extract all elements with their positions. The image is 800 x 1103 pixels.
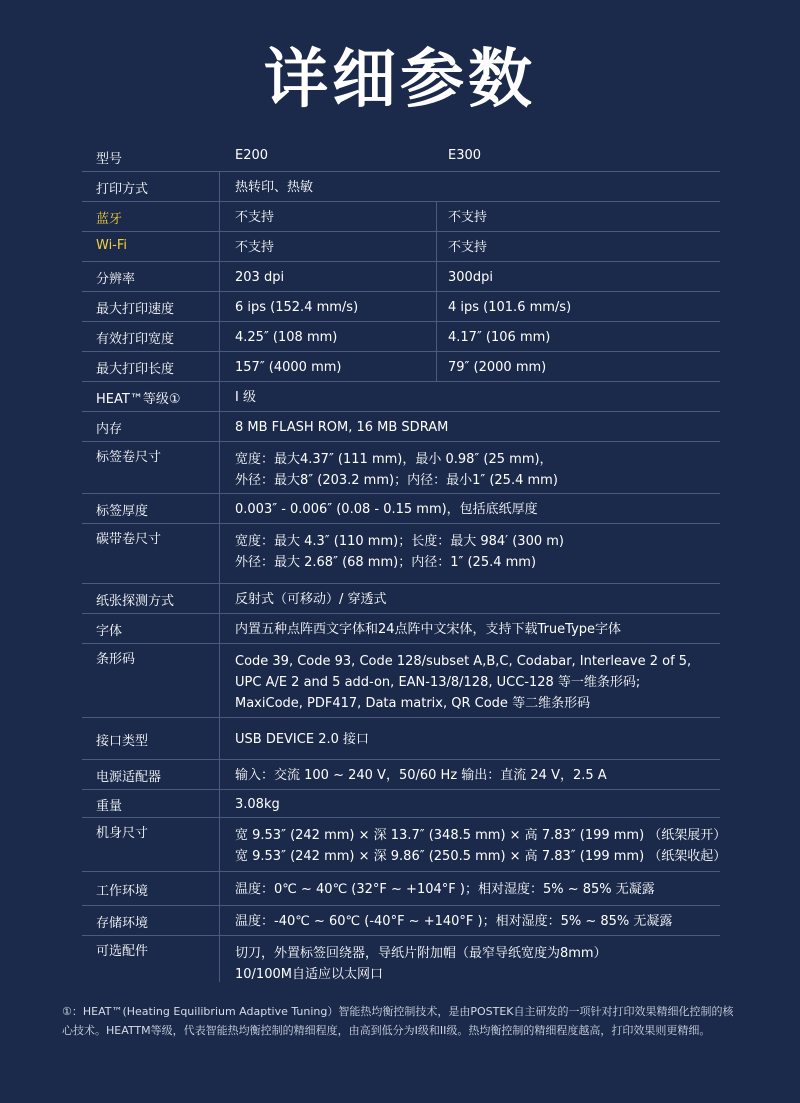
- spec-value: 热转印、热敏: [235, 180, 314, 195]
- spec-value-line: MaxiCode, PDF417, Data matrix, QR Code 等二维条形码: [235, 696, 591, 711]
- table-row: [82, 817, 727, 872]
- spec-value-line: 外径：最大8″ (203.2 mm)；内径：最小1″ (25.4 mm): [235, 473, 558, 488]
- spec-value-multiline: [235, 531, 564, 573]
- table-row: [82, 523, 720, 584]
- table-row: [82, 321, 720, 352]
- model-divider: [436, 322, 437, 352]
- column-divider: [219, 442, 220, 494]
- header-model-e300: E300: [448, 148, 482, 163]
- row-label: 纸张探测方式: [96, 594, 175, 609]
- spec-value-multiline: [235, 651, 691, 714]
- table-row: [82, 441, 720, 494]
- row-label: 字体: [96, 624, 123, 639]
- e200-value: 不支持: [235, 210, 275, 225]
- table-row: [82, 613, 720, 644]
- table-row: [82, 381, 720, 412]
- row-label: 分辨率: [96, 272, 136, 287]
- e200-value: 6 ips (152.4 mm/s): [235, 300, 359, 315]
- column-divider: [219, 760, 220, 790]
- spec-value-line: 宽 9.53″ (242 mm) × 深 9.86″ (250.5 mm) × 高 7.83″ (199 mm) （纸架收起）: [235, 849, 727, 864]
- spec-value-line: 宽度：最大4.37″ (111 mm)，最小 0.98″ (25 mm)，: [235, 452, 553, 467]
- table-row: [82, 789, 720, 818]
- spec-value: 内置五种点阵西文字体和24点阵中文宋体，支持下载TrueType字体: [235, 622, 622, 637]
- spec-value: 0.003″ - 0.006″ (0.08 - 0.15 mm)，包括底纸厚度: [235, 502, 538, 517]
- column-divider: [219, 906, 220, 936]
- table-row: [82, 201, 720, 232]
- spec-value: 温度：-40℃ ~ 60℃ (-40°F ~ +140°F )；相对湿度：5% ~ 85% 无凝露: [235, 914, 673, 929]
- model-divider: [436, 232, 437, 262]
- column-divider: [219, 412, 220, 442]
- row-label: 最大打印速度: [96, 302, 175, 317]
- row-label: 重量: [96, 799, 123, 814]
- spec-value-multiline: [235, 449, 558, 491]
- table-row: [82, 411, 720, 442]
- column-divider: [219, 262, 220, 292]
- spec-value-multiline: [235, 943, 607, 985]
- table-row: [82, 905, 720, 936]
- row-label: 打印方式: [96, 182, 149, 197]
- column-divider: [219, 818, 220, 872]
- row-label: 机身尺寸: [96, 826, 149, 841]
- spec-value-multiline: [235, 825, 726, 867]
- row-label: 可选配件: [96, 944, 149, 959]
- table-row: [82, 871, 720, 906]
- spec-value-line: 宽度：最大 4.3″ (110 mm)；长度：最大 984′ (300 m): [235, 534, 564, 549]
- e300-value: 不支持: [448, 210, 488, 225]
- column-divider: [219, 872, 220, 906]
- e300-value: 79″ (2000 mm): [448, 360, 547, 375]
- table-row: [82, 583, 720, 614]
- e300-value: 4.17″ (106 mm): [448, 330, 551, 345]
- column-divider: [219, 644, 220, 718]
- column-divider: [219, 352, 220, 382]
- column-divider: [219, 382, 220, 412]
- table-row: [82, 493, 720, 524]
- e200-value: 203 dpi: [235, 270, 285, 285]
- row-label: HEAT™等级①: [96, 392, 181, 407]
- e300-value: 4 ips (101.6 mm/s): [448, 300, 572, 315]
- row-label: 存储环境: [96, 916, 149, 931]
- table-row: [82, 231, 720, 262]
- header-label: 型号: [96, 152, 123, 167]
- row-label: 有效打印宽度: [96, 332, 175, 347]
- row-label: 内存: [96, 422, 123, 437]
- spec-value-line: 10/100M自适应以太网口: [235, 967, 383, 982]
- spec-value: 3.08kg: [235, 797, 280, 812]
- table-row: [82, 759, 720, 790]
- table-row: [82, 717, 720, 760]
- column-divider: [219, 172, 220, 202]
- spec-value-line: 切刀，外置标签回绕器，导纸片附加帽（最窄导纸宽度为8mm）: [235, 946, 607, 961]
- row-label: 条形码: [96, 652, 136, 667]
- table-row: [82, 935, 720, 982]
- row-label: 蓝牙: [96, 212, 123, 227]
- model-divider: [436, 202, 437, 232]
- spec-value: 输入：交流 100 ~ 240 V，50/60 Hz 输出：直流 24 V，2.5 A: [235, 768, 607, 783]
- column-divider: [219, 790, 220, 818]
- footnote: ①：HEAT™(Heating Equilibrium Adaptive Tuning）智能热均衡控制技术，是由POSTEK自主研发的一项针对打印效果精细化控制的核心技术。HEATTM等级，代表智能热均衡控制的精细程度，由高到低分为I级和II级。热均衡控制的精细程度越高，打印效果则更精细。: [62, 1005, 734, 1037]
- page-title: 详细参数: [264, 43, 536, 117]
- spec-value: 温度：0℃ ~ 40℃ (32°F ~ +104°F )；相对湿度：5% ~ 85% 无凝露: [235, 882, 655, 897]
- spec-value-line: 宽 9.53″ (242 mm) × 深 13.7″ (348.5 mm) × 高 7.83″ (199 mm) （纸架展开）: [235, 828, 727, 843]
- column-divider: [219, 936, 220, 982]
- e200-value: 157″ (4000 mm): [235, 360, 342, 375]
- table-row: [82, 291, 720, 322]
- table-row: [82, 351, 720, 382]
- spec-value-line: Code 39, Code 93, Code 128/subset A,B,C, Codabar, Interleave 2 of 5,: [235, 654, 692, 669]
- column-divider: [219, 232, 220, 262]
- model-divider: [436, 292, 437, 322]
- header-model-e200: E200: [235, 148, 269, 163]
- spec-value: USB DEVICE 2.0 接口: [235, 732, 369, 747]
- row-label: 工作环境: [96, 884, 149, 899]
- row-label: 最大打印长度: [96, 362, 175, 377]
- column-divider: [219, 718, 220, 760]
- row-label: 标签卷尺寸: [96, 450, 162, 465]
- row-label: 电源适配器: [96, 770, 162, 785]
- spec-value-line: 外径：最大 2.68″ (68 mm)；内径：1″ (25.4 mm): [235, 555, 537, 570]
- column-divider: [219, 584, 220, 614]
- table-row: [82, 171, 720, 202]
- column-divider: [219, 524, 220, 584]
- spec-value: 反射式（可移动）/ 穿透式: [235, 592, 387, 607]
- column-divider: [219, 494, 220, 524]
- e200-value: 4.25″ (108 mm): [235, 330, 338, 345]
- model-divider: [436, 262, 437, 292]
- row-label: 碳带卷尺寸: [96, 532, 162, 547]
- row-label: Wi-Fi: [96, 238, 128, 253]
- column-divider: [219, 202, 220, 232]
- row-label: 标签厚度: [96, 504, 149, 519]
- e200-value: 不支持: [235, 240, 275, 255]
- model-divider: [436, 352, 437, 382]
- column-divider: [219, 614, 220, 644]
- spec-value-line: UPC A/E 2 and 5 add-on, EAN-13/8/128, UCC-128 等一维条形码;: [235, 675, 641, 690]
- e300-value: 300dpi: [448, 270, 493, 285]
- table-row: [82, 643, 720, 718]
- row-label: 接口类型: [96, 734, 149, 749]
- e300-value: 不支持: [448, 240, 488, 255]
- spec-value: 8 MB FLASH ROM, 16 MB SDRAM: [235, 420, 449, 435]
- column-divider: [219, 292, 220, 322]
- column-divider: [219, 322, 220, 352]
- table-row: [82, 261, 720, 292]
- spec-value: I 级: [235, 390, 256, 405]
